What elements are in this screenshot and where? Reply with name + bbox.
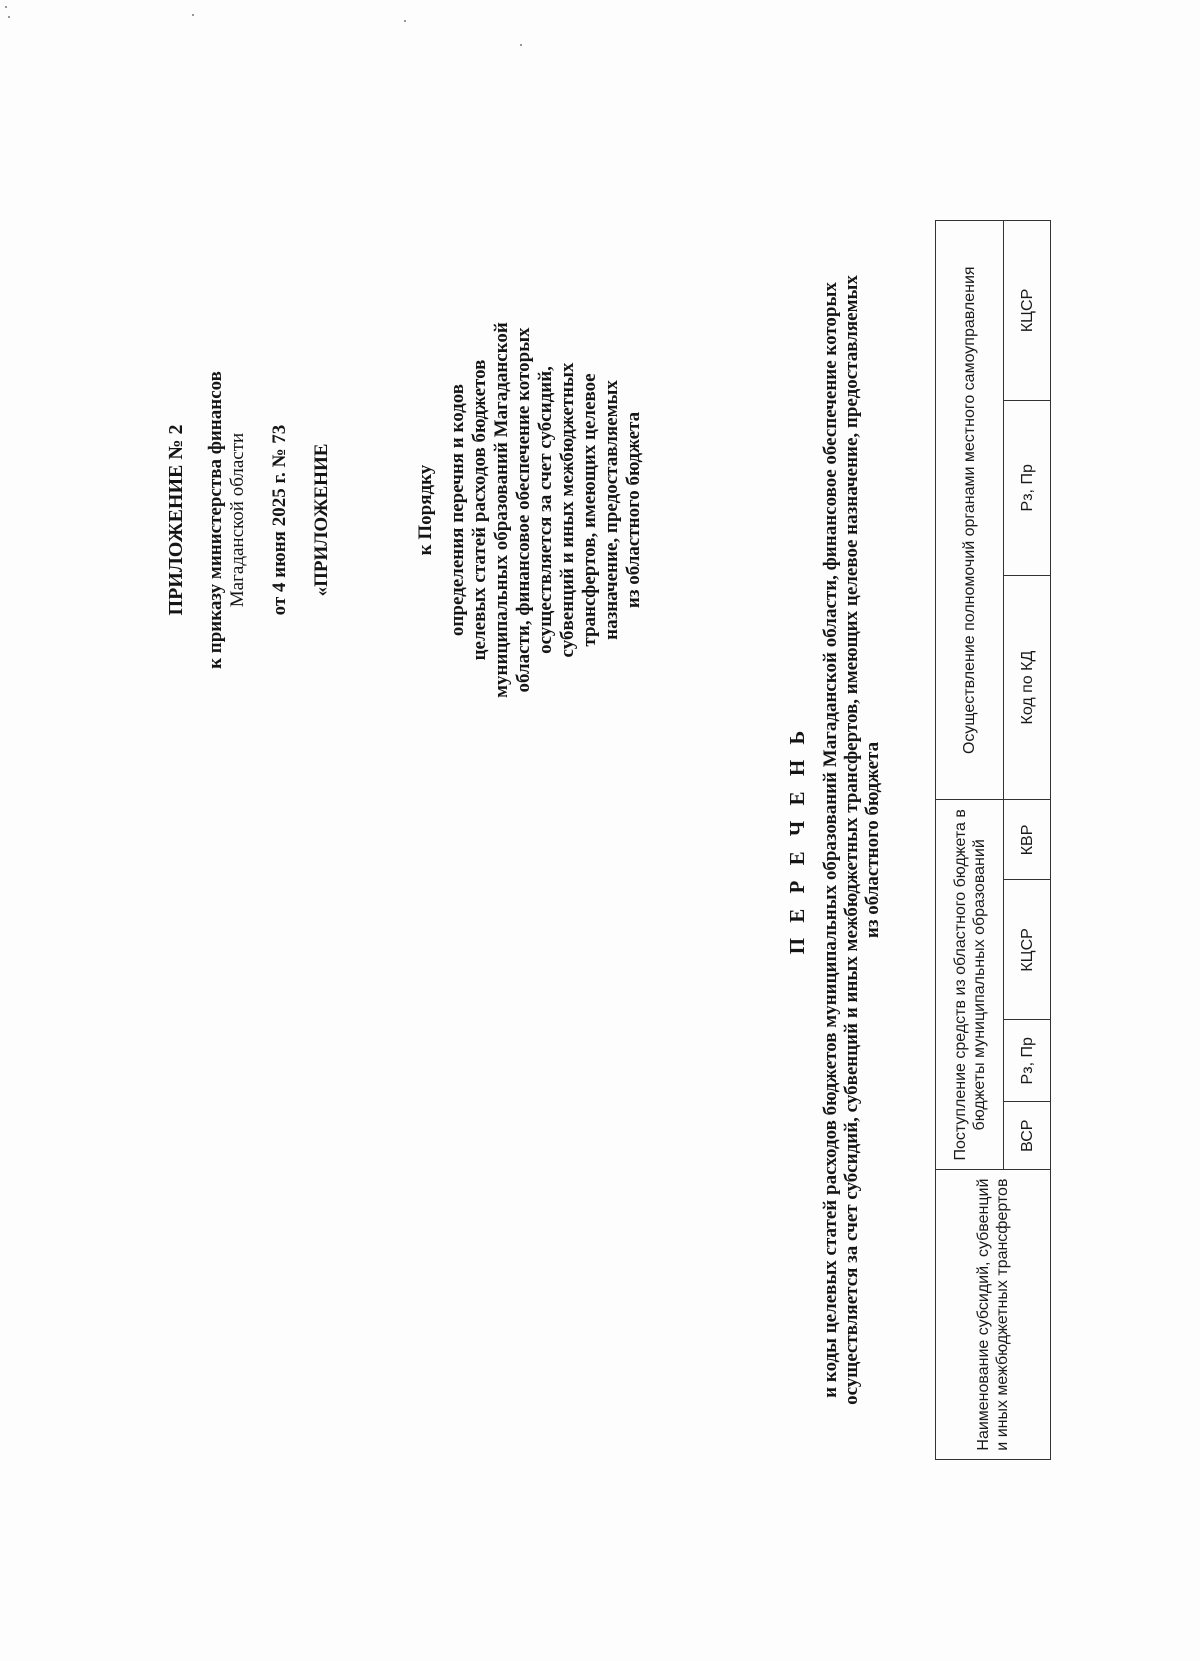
annex-line: из областного бюджета [623, 411, 644, 609]
rotated-landscape-sheet [0, 60, 1200, 1620]
scan-speck [5, 6, 7, 8]
table-header-row [936, 221, 1004, 1460]
list-subtitle [820, 220, 883, 1460]
annex-marker: «ПРИЛОЖЕНИЕ [311, 443, 332, 597]
header-kcsr-local: КЦСР [1004, 221, 1051, 401]
header-kcsr: КЦСР [1004, 880, 1051, 1020]
annex-line: определения перечня и кодов [447, 383, 468, 637]
header-vsr: ВСР [1004, 1102, 1051, 1170]
annex-line: муниципальных образований Магаданской [491, 322, 512, 698]
scan-speck [520, 44, 522, 46]
annex-line: трансфертов, имеющих целевое [579, 373, 600, 647]
list-title: П Е Р Е Ч Е Н Ь [785, 725, 809, 955]
approval-date: от 4 июня 2025 г. № 73 [269, 424, 290, 616]
header-rz-pr-local: Рз, Пр [1004, 400, 1051, 575]
header-exercise-group: Осуществление полномочий органами местного самоуправления [936, 221, 1004, 800]
header-receipt-group: Поступление средств из областного бюджета в бюджеты муниципальных образований [936, 800, 1004, 1170]
codes-table [935, 220, 1051, 1460]
annex-line: области, финансовое обеспечение которых [513, 327, 534, 693]
list-subtitle-line: и коды целевых статей расходов бюджетов муниципальных образований Магаданской области, финансовое обеспечение которых [820, 282, 841, 1398]
annex-heading: к Порядку [415, 464, 436, 556]
annex-line: субвенций и иных межбюджетных [557, 362, 578, 658]
scan-speck [8, 16, 10, 18]
annex-line: целевых статей расходов бюджетов [469, 359, 490, 661]
header-rz-pr: Рз, Пр [1004, 1020, 1051, 1102]
approval-line-2: Магаданской области [227, 432, 248, 608]
list-subtitle-line: из областного бюджета [862, 741, 883, 939]
header-kod-kd: Код по КД [1004, 575, 1051, 800]
scan-speck [192, 14, 194, 16]
header-kvr: КВР [1004, 800, 1051, 880]
annex-line: назначение, предоставляемых [601, 380, 622, 640]
scan-speck [404, 20, 406, 22]
annex-reference-block [415, 190, 645, 830]
approval-line-1: к приказу министерства финансов [205, 371, 226, 669]
header-name-column: Наименование субсидий, субвенций и иных межбюджетных трансфертов [936, 1170, 1051, 1460]
approval-block [165, 230, 333, 810]
list-subtitle-line: осуществляется за счет субсидий, субвенций и иных межбюджетных трансфертов, имеющих целевое назначение, предоставляемых [841, 275, 862, 1405]
approval-title: ПРИЛОЖЕНИЕ № 2 [165, 424, 187, 616]
annex-line: осуществляется за счет субсидий, [535, 366, 556, 654]
